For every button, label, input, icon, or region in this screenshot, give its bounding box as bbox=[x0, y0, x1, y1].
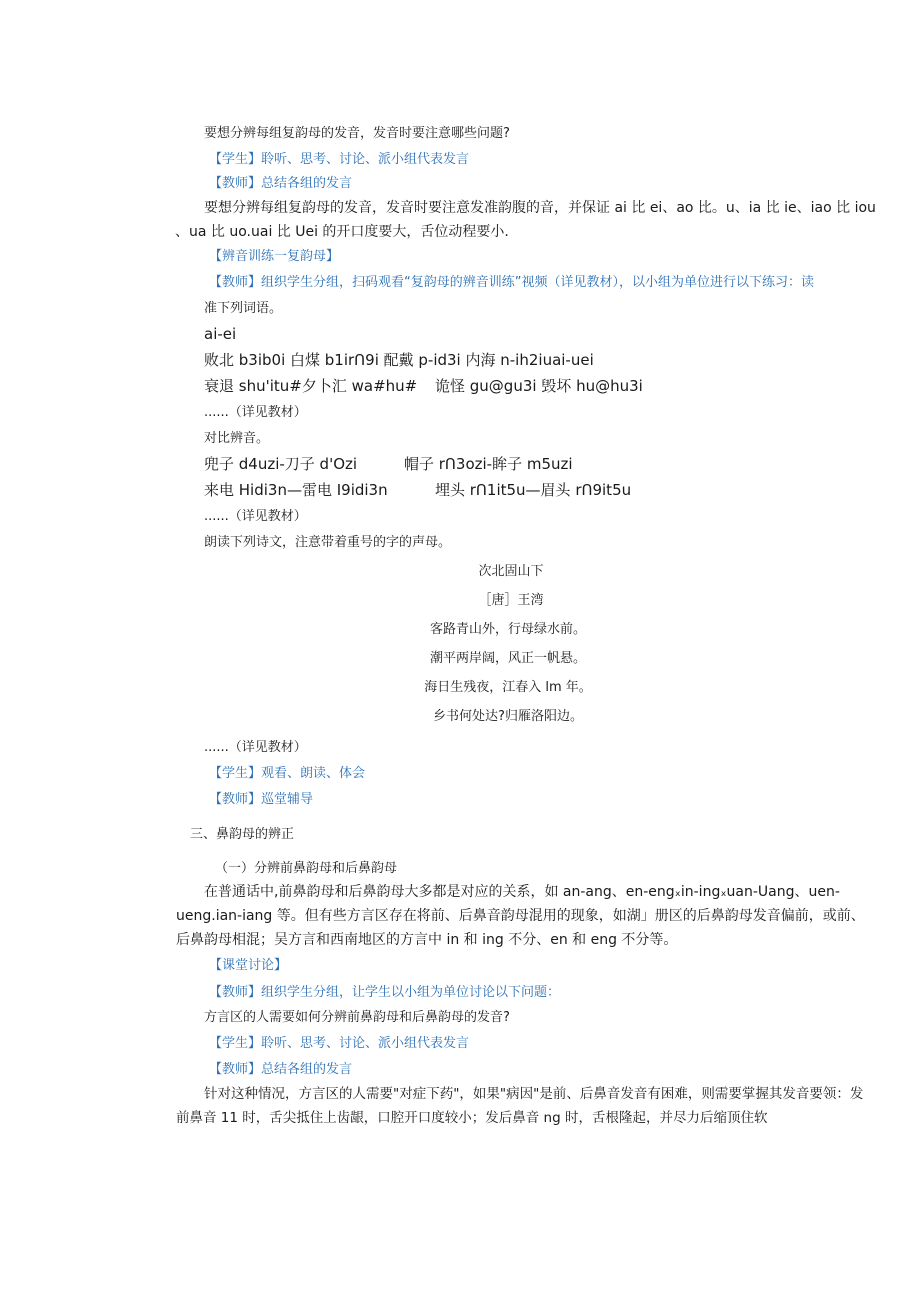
question-line: 要想分辨每组复韵母的发音，发音时要注意哪些问题? bbox=[204, 126, 510, 141]
compare-pair: 埋头 rՈ1it5u—眉头 rՈ9it5u bbox=[435, 481, 632, 499]
subsection-heading: （一）分辨前鼻韵母和后鼻韵母 bbox=[215, 861, 398, 876]
compare-pair: 帽子 rՈ3ozi-眸子 m5uzi bbox=[404, 455, 573, 473]
see-textbook-note: ......（详见教材） bbox=[204, 405, 307, 420]
answer-line: 、ua 比 uo.uai 比 Uei 的开口度要大，舌位动程要小. bbox=[175, 224, 509, 240]
teacher-tag-line: 【教师】巡堂辅导 bbox=[209, 792, 314, 807]
see-textbook-note: ......（详见教材） bbox=[204, 509, 307, 524]
poem-line: 潮平两岸阔，风正一帆悬。 bbox=[429, 651, 586, 666]
word-list-line: 衰退 shu'itu#夕卜汇 wa#hu# bbox=[204, 377, 418, 395]
section-tag: 【课堂讨论】 bbox=[209, 958, 288, 973]
question-line: 方言区的人需要如何分辨前鼻韵母和后鼻韵母的发音? bbox=[204, 1010, 510, 1025]
section-heading: 三、鼻韵母的辨正 bbox=[190, 827, 295, 842]
compare-pair: 兜子 d4uzi-刀子 d'Ozi bbox=[204, 455, 358, 473]
poem-author: ［唐］王湾 bbox=[478, 593, 544, 608]
instruction-continuation: 准下列词语。 bbox=[204, 301, 283, 316]
teacher-tag-line: 【教师】总结各组的发言 bbox=[209, 1062, 353, 1077]
student-tag-line: 【学生】观看、朗读、体会 bbox=[209, 766, 366, 781]
student-tag-line: 【学生】聆听、思考、讨论、派小组代表发言 bbox=[209, 1036, 470, 1051]
poem-title: 次北固山下 bbox=[478, 564, 544, 579]
teacher-instruction-line: 【教师】组织学生分组，扫码观看“复韵母的辨音训练”视频（详见教材），以小组为单位进行以下练习：读 bbox=[209, 275, 814, 290]
paragraph-line: ueng.ian-iang 等。但有些方言区存在将前、后鼻音韵母混用的现象，如湖」册区的后鼻韵母发音偏前，或前、 bbox=[176, 908, 865, 924]
teacher-tag-line: 【教师】总结各组的发言 bbox=[209, 176, 353, 191]
paragraph-line: 在普通话中,前鼻韵母和后鼻韵母大多都是对应的关系，如 an-ang、en-engₓin-ingₓuan-Uang、uen- bbox=[204, 884, 840, 900]
pair-heading: ai-ei bbox=[204, 325, 237, 343]
paragraph-line: 前鼻音 11 时，舌尖抵住上齿龈，口腔开口度较小；发后鼻音 ng 时，舌根隆起，并尽力后缩顶住软 bbox=[176, 1110, 768, 1126]
word-list-line: 诡怪 gu@gu3i 毁坏 hu@hu3i bbox=[435, 377, 643, 395]
section-tag: 【辨音训练一复韵母】 bbox=[209, 249, 340, 264]
paragraph-line: 针对这种情况，方言区的人需要"对症下药"，如果"病因"是前、后鼻音发音有困难，则需要掌握其发音要领：发 bbox=[204, 1086, 864, 1102]
answer-line: 要想分辨每组复韵母的发音，发音时要注意发准韵腹的音，并保证 ai 比 ei、ao 比。u、ia 比 ie、iao 比 iou bbox=[204, 200, 876, 216]
poem-line: 乡书何处达?归雁洛阳边。 bbox=[433, 709, 583, 724]
poem-line: 客路青山外，行母绿水前。 bbox=[429, 622, 586, 637]
teacher-instruction-line: 【教师】组织学生分组，让学生以小组为单位讨论以下问题： bbox=[209, 985, 561, 1000]
word-list-line: 败北 b3ib0i 白煤 b1irՈ9i 配戴 p-id3i 内海 n-ih2iuai-uei bbox=[204, 351, 594, 369]
compare-pair: 来电 Hidi3n—雷电 I9idi3n bbox=[204, 481, 388, 499]
student-tag-line: 【学生】聆听、思考、讨论、派小组代表发言 bbox=[209, 152, 470, 167]
see-textbook-note: ......（详见教材） bbox=[204, 740, 307, 755]
poem-line: 海日生残夜，江春入 lm 年。 bbox=[424, 680, 592, 695]
exercise-title: 朗读下列诗文，注意带着重号的字的声母。 bbox=[204, 535, 452, 550]
exercise-title: 对比辨音。 bbox=[204, 431, 270, 446]
paragraph-line: 后鼻韵母相混；吴方言和西南地区的方言中 in 和 ing 不分、en 和 eng 不分等。 bbox=[176, 932, 678, 948]
